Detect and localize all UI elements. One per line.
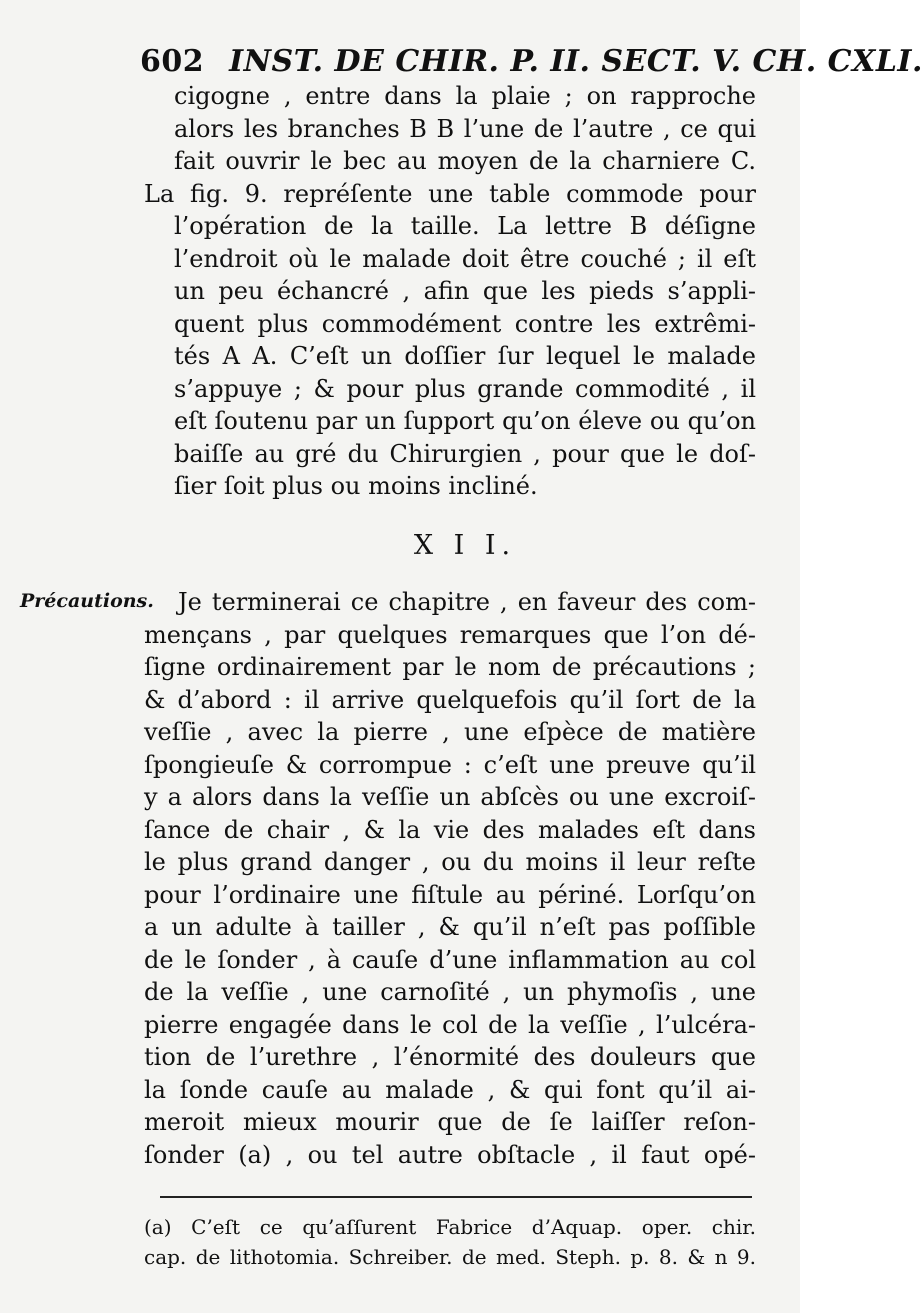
- text-line: veſſie , avec la pierre , une eſpèce de matière: [144, 718, 756, 746]
- text-line: cigogne , entre dans la plaie ; on rapproche: [174, 82, 756, 110]
- text-line: le plus grand danger , ou du moins il leur reſte: [144, 848, 756, 876]
- paragraph-2: [144, 586, 756, 1171]
- paragraph-1: [144, 80, 756, 503]
- text-line: tion de l’urethre , l’énormité des douleurs que: [144, 1043, 756, 1071]
- section-number: X I I.: [413, 530, 517, 561]
- text-line: un peu échancré , afin que les pieds s’appli-: [174, 277, 756, 305]
- text-line: ſonder (a) , ou tel autre obſtacle , il faut opé-: [144, 1140, 756, 1169]
- text-line: ſance de chair , & la vie des malades eſt dans: [144, 815, 756, 844]
- text-line: s’appuye ; & pour plus grande commodité , il: [174, 374, 756, 403]
- text-line: pour l’ordinaire une fiſtule au périné. Lorſqu’on: [144, 880, 756, 909]
- text-line: meroit mieux mourir que de ſe laiſſer reſon-: [144, 1108, 756, 1136]
- text-line: alors les branches B B l’une de l’autre , ce qui: [174, 114, 756, 143]
- text-line: de le ſonder , à cauſe d’une inflammation au col: [144, 945, 756, 974]
- text-line: Je terminerai ce chapitre , en faveur des com-: [178, 588, 756, 616]
- page-number: 602: [140, 44, 205, 79]
- footnote-rule: [160, 1196, 752, 1198]
- text-line: fait ouvrir le bec au moyen de la charniere C.: [174, 147, 756, 175]
- text-line: quent plus commodément contre les extrêmi-: [174, 309, 756, 338]
- footnote-line: (a) C’eſt ce qu’aſſurent Fabrice d’Aquap. oper. chir.: [144, 1215, 756, 1239]
- text-line: la ſonde cauſe au malade , & qui font qu’il ai-: [144, 1075, 756, 1104]
- text-line: ſigne ordinairement par le nom de précautions ;: [144, 653, 756, 681]
- text-line: a un adulte à tailler , & qu’il n’eſt pas poſſible: [144, 913, 756, 941]
- text-line: La fig. 9. repréſente une table commode pour: [144, 179, 756, 208]
- text-line: tés A A. C’eſt un doſſier ſur lequel le malade: [174, 342, 756, 370]
- text-line: ſier ſoit plus ou moins incliné.: [174, 472, 538, 500]
- text-line: de la veſſie , une carnoſité , un phymoſis , une: [144, 978, 756, 1006]
- text-line: y a alors dans la veſſie un abſcès ou une excroiſ-: [144, 783, 756, 811]
- running-header: [140, 44, 923, 79]
- text-line: eſt ſoutenu par un ſupport qu’on éleve ou qu’on: [174, 407, 756, 435]
- margin-note: Précautions.: [20, 590, 154, 612]
- text-line: l’endroit où le malade doit être couché ; il eſt: [174, 244, 756, 273]
- text-line: baiſſe au gré du Chirurgien , pour que le doſ-: [174, 439, 756, 468]
- text-line: ſpongieuſe & corrompue : c’eſt une preuve qu’il: [144, 750, 756, 779]
- footnote: [144, 1212, 756, 1272]
- text-line: pierre engagée dans le col de la veſſie , l’ulcéra-: [144, 1010, 756, 1039]
- text-line: mençans , par quelques remarques que l’on dé-: [144, 620, 756, 649]
- text-line: & d’abord : il arrive quelquefois qu’il ſort de la: [144, 685, 756, 714]
- text-line: l’opération de la taille. La lettre B déſigne: [174, 212, 756, 240]
- running-title: INST. DE CHIR. P. II. SECT. V. CH. CXLI.: [229, 44, 923, 79]
- footnote-line: cap. de lithotomia. Schreiber. de med. Steph. p. 8. & n 9.: [144, 1245, 756, 1269]
